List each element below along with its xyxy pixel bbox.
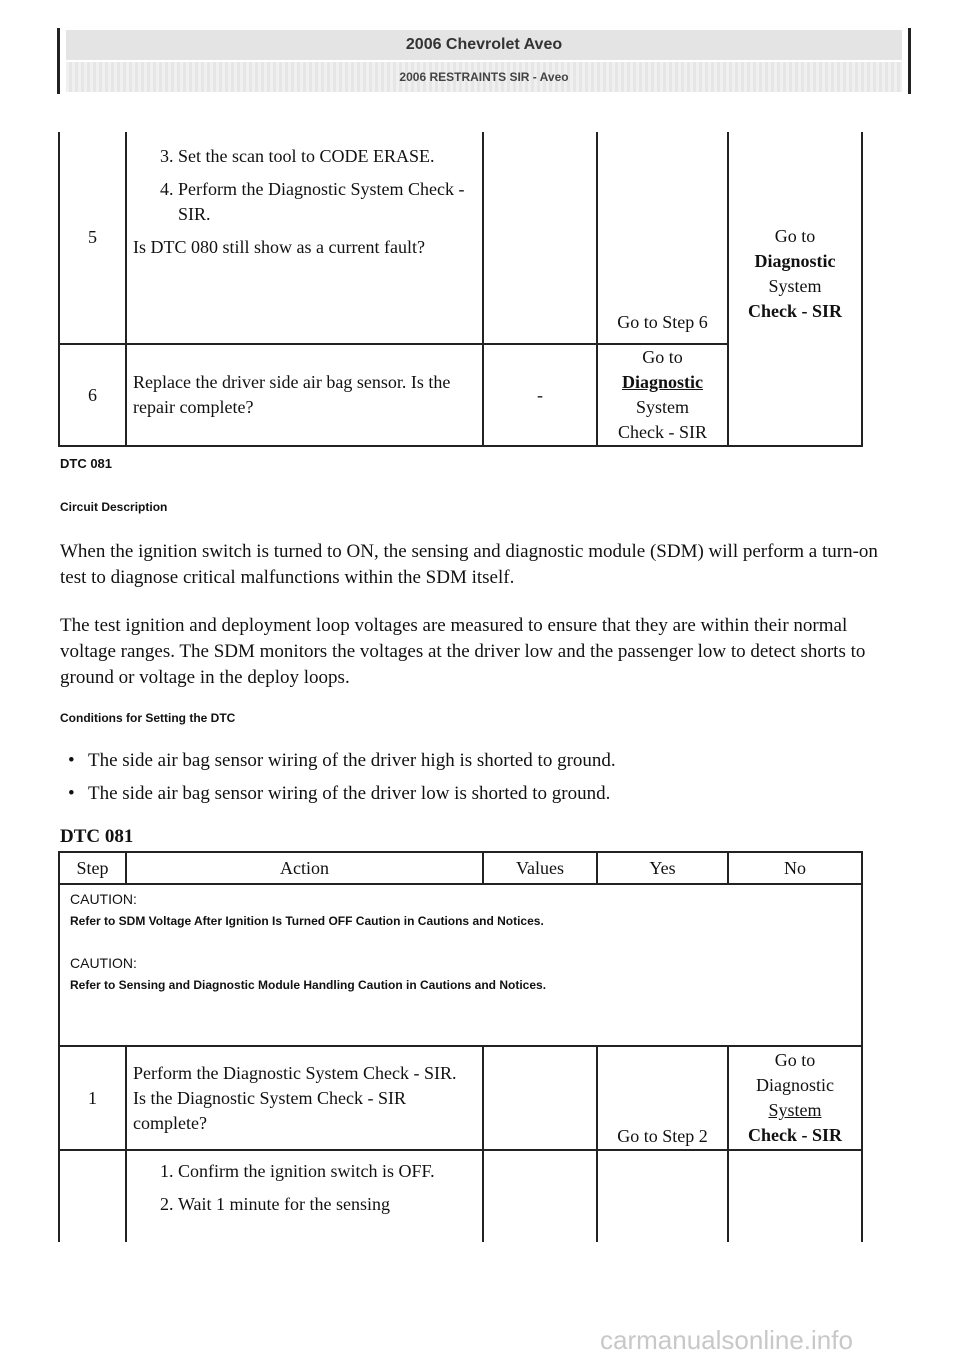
values-cell (483, 132, 597, 344)
go-to-step-link[interactable]: Go to Step 6 (617, 312, 708, 332)
system-link[interactable]: System (768, 1100, 822, 1120)
table-row (59, 1046, 862, 1150)
values-cell: - (483, 344, 597, 446)
step-number (59, 1150, 126, 1242)
circuit-description-heading: Circuit Description (60, 500, 168, 514)
no-link[interactable]: Check - SIR (747, 301, 842, 321)
caution-heading: CAUTION: (70, 955, 137, 971)
no-link[interactable]: Diagnostic (754, 251, 836, 271)
yes-cell (597, 1046, 728, 1150)
header-title: 2006 Chevrolet Aveo (66, 30, 902, 60)
column-header: Step (59, 852, 126, 884)
header-subtitle: 2006 RESTRAINTS SIR - Aveo (66, 62, 902, 92)
column-header: Values (483, 852, 597, 884)
action-cell (126, 1150, 483, 1242)
action-cell (126, 132, 483, 344)
action-step: 3. Set the scan tool to CODE ERASE. (178, 144, 476, 169)
action-text: Perform the Diagnostic System Check - SIR. (133, 1062, 457, 1083)
diagnostic-table-bottom (58, 851, 863, 1242)
condition-bullet: • The side air bag sensor wiring of the driver low is shorted to ground. (88, 783, 610, 805)
column-header: Yes (597, 852, 728, 884)
column-header: No (728, 852, 862, 884)
no-cell (728, 132, 862, 446)
dtc-table-label: DTC 081 (60, 826, 134, 847)
no-line: Check - SIR (747, 1125, 842, 1145)
watermark: carmanualsonline.info (600, 1325, 853, 1355)
no-line: Diagnostic (756, 1075, 834, 1095)
yes-line: Go to (642, 347, 683, 367)
circuit-paragraph-1: When the ignition switch is turned to ON, the sensing and diagnostic module (SDM) will perform a turn-on test to diagnose critical malfunctions within the SDM itself. (60, 541, 878, 588)
action-cell (126, 1046, 483, 1150)
diagnostic-table-top (58, 132, 863, 447)
action-question: Is DTC 080 still show as a current fault? (133, 237, 425, 257)
no-cell (728, 1150, 862, 1242)
action-step: 4. Perform the Diagnostic System Check - SIR. (178, 177, 476, 227)
yes-cell (597, 132, 728, 344)
action-steps (133, 144, 476, 227)
values-cell (483, 1046, 597, 1150)
dtc-heading: DTC 081 (60, 456, 113, 471)
diagnostic-link[interactable]: Diagnostic (622, 372, 703, 392)
caution-text: Refer to SDM Voltage After Ignition Is Turned OFF Caution in Cautions and Notices. (70, 914, 544, 928)
caution-heading: CAUTION: (70, 891, 137, 907)
action-step: 2. Wait 1 minute for the sensing (178, 1192, 476, 1217)
yes-cell (597, 1150, 728, 1242)
page-header (57, 28, 911, 94)
no-cell (728, 1046, 862, 1150)
caution-cell (59, 884, 862, 1046)
yes-line: System (635, 397, 689, 417)
yes-line: Check - SIR (618, 422, 707, 442)
circuit-paragraph-2: The test ignition and deployment loop voltages are measured to ensure that they are within their normal voltage ranges. The SDM monitors the voltages at the driver low and the passenger low to detect shorts to ground or voltage in the deploy loops. (60, 615, 866, 688)
yes-cell (597, 344, 728, 446)
condition-bullet: • The side air bag sensor wiring of the driver high is shorted to ground. (88, 750, 616, 772)
action-steps (133, 1159, 476, 1217)
conditions-heading: Conditions for Setting the DTC (60, 711, 236, 725)
step-number: 5 (59, 132, 126, 344)
no-line: Go to (774, 226, 816, 246)
caution-text: Refer to Sensing and Diagnostic Module Handling Caution in Cautions and Notices. (70, 978, 547, 992)
caution-row (59, 884, 862, 1046)
table-header-row (59, 852, 862, 884)
action-question: Is the Diagnostic System Check - SIR complete? (133, 1087, 406, 1133)
go-to-step-link[interactable]: Go to Step 2 (617, 1126, 708, 1146)
step-number: 6 (59, 344, 126, 446)
action-question: Replace the driver side air bag sensor. Is the repair complete? (126, 344, 483, 446)
table-row (59, 1150, 862, 1242)
values-cell (483, 1150, 597, 1242)
no-line: Go to (774, 1050, 816, 1070)
no-line: System (768, 276, 822, 296)
table-row (59, 132, 862, 344)
column-header: Action (126, 852, 483, 884)
action-step: 1. Confirm the ignition switch is OFF. (178, 1159, 476, 1184)
step-number: 1 (59, 1046, 126, 1150)
